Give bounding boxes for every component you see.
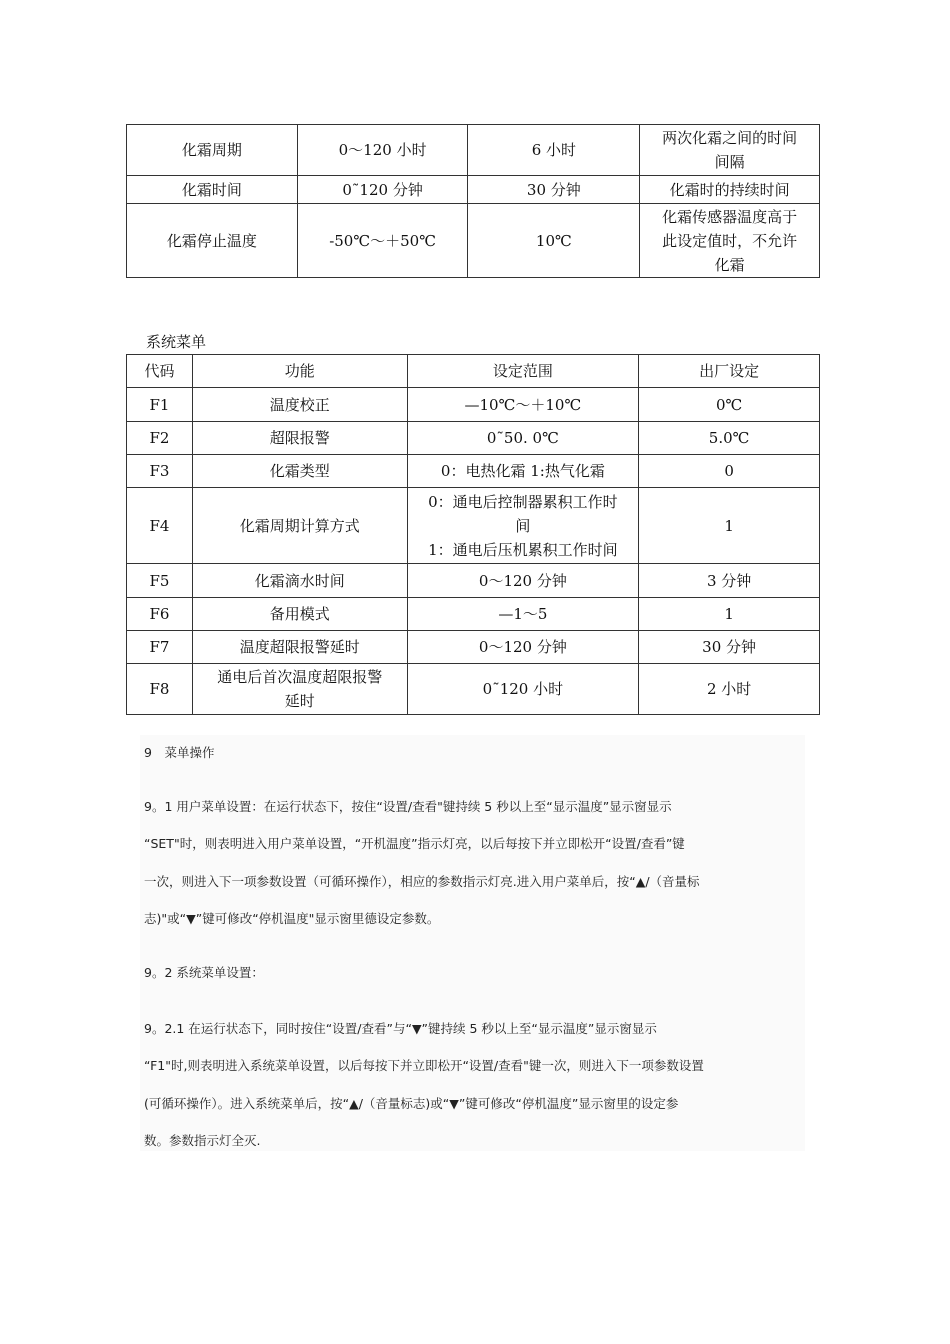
param-default: 10℃ — [468, 204, 640, 278]
system-menu-table — [126, 354, 820, 715]
menu-function-line: 延时 — [284, 692, 315, 710]
table-row — [127, 204, 820, 278]
param-name: 化霜周期 — [127, 125, 298, 176]
table-header-row — [127, 355, 820, 388]
paragraph-line: (可循环操作）。进入系统菜单后，按“▲/（音量标志)或“▼”键可修改“停机温度”显示窗里的设定参 — [144, 1096, 679, 1111]
paragraph-line: 志)"或“▼”键可修改“停机温度"显示窗里德设定参数。 — [144, 911, 440, 926]
menu-code: F8 — [127, 664, 193, 715]
menu-default: 0 — [639, 455, 820, 488]
menu-range-line: 0～120 分钟 — [478, 571, 567, 590]
system-menu-title: 系统菜单 — [146, 333, 207, 351]
menu-range-line: —10℃～＋10℃ — [464, 395, 582, 414]
menu-function-line: 化霜周期计算方式 — [239, 516, 360, 535]
param-name: 化霜停止温度 — [127, 204, 298, 278]
menu-range-line: 0：电热化霜 1:热气化霜 — [440, 462, 605, 480]
table-row — [127, 631, 820, 664]
menu-code: F4 — [127, 488, 193, 564]
menu-function — [192, 664, 407, 715]
table-row — [127, 664, 820, 715]
menu-range — [407, 664, 639, 715]
section-heading: 9 菜单操作 — [144, 745, 215, 760]
param-default: 30 分钟 — [468, 176, 640, 204]
menu-function — [192, 631, 407, 664]
menu-range — [407, 455, 639, 488]
defrost-table-body — [127, 125, 820, 278]
menu-function — [192, 455, 407, 488]
param-note-line: 两次化霜之间的时间 — [662, 129, 798, 147]
paragraph-line: 一次，则进入下一项参数设置（可循环操作），相应的参数指示灯亮.进入用户菜单后，按“▲/（音量标 — [144, 874, 700, 889]
menu-code: F5 — [127, 564, 193, 598]
header-default: 出厂设定 — [639, 355, 820, 388]
menu-function — [192, 388, 407, 422]
param-note-line: 化霜 — [714, 255, 745, 274]
menu-function-line: 化霜类型 — [269, 462, 330, 480]
param-note — [640, 125, 820, 176]
menu-default: 1 — [639, 598, 820, 631]
menu-range-line: 间 — [515, 516, 531, 535]
param-note-line: 化霜时的持续时间 — [669, 180, 790, 199]
system-table-body — [127, 355, 820, 715]
header-range: 设定范围 — [407, 355, 639, 388]
menu-default: 5.0℃ — [639, 422, 820, 455]
paragraph-line: 9。2.1 在运行状态下，同时按住“设置/查看”与“▼”键持续 5 秒以上至“显示温度”显示窗显示 — [144, 1021, 657, 1036]
menu-range — [407, 631, 639, 664]
menu-code: F1 — [127, 388, 193, 422]
param-name: 化霜时间 — [127, 176, 298, 204]
table-row — [127, 564, 820, 598]
param-note — [640, 176, 820, 204]
menu-function — [192, 488, 407, 564]
menu-range — [407, 422, 639, 455]
menu-default: 0℃ — [639, 388, 820, 422]
menu-range-line: —1～5 — [498, 605, 548, 623]
menu-code: F7 — [127, 631, 193, 664]
param-range: 0˜120 分钟 — [297, 176, 468, 204]
param-default: 6 小时 — [468, 125, 640, 176]
header-function: 功能 — [192, 355, 407, 388]
paragraph-line: 9。2 系统菜单设置： — [144, 965, 264, 980]
menu-function-line: 备用模式 — [269, 605, 330, 623]
menu-default: 1 — [639, 488, 820, 564]
menu-function-line: 温度校正 — [269, 395, 330, 414]
menu-operation-section — [140, 735, 805, 1151]
menu-range-line: 0：通电后控制器累积工作时 — [428, 492, 618, 511]
menu-range-line: 1：通电后压机累积工作时间 — [428, 540, 618, 559]
param-note-line: 此设定值时，不允许 — [662, 231, 798, 250]
table-row — [127, 388, 820, 422]
menu-function — [192, 598, 407, 631]
param-note-line: 间隔 — [714, 153, 745, 171]
menu-default: 30 分钟 — [639, 631, 820, 664]
defrost-parameters-table — [126, 124, 820, 278]
table-row — [127, 488, 820, 564]
menu-function-line: 通电后首次温度超限报警 — [217, 668, 383, 686]
table-row — [127, 125, 820, 176]
menu-default: 2 小时 — [639, 664, 820, 715]
paragraph-line: 9。1 用户菜单设置：在运行状态下，按住“设置/查看"键持续 5 秒以上至“显示温度”显示窗显示 — [144, 799, 672, 814]
menu-function — [192, 564, 407, 598]
menu-range — [407, 598, 639, 631]
menu-function-line: 温度超限报警延时 — [239, 638, 360, 656]
param-range: -50℃～＋50℃ — [297, 204, 468, 278]
paragraph-line: “SET"时，则表明进入用户菜单设置，“开机温度”指示灯亮，以后每按下并立即松开“设置/查看”键 — [144, 836, 685, 851]
table-row — [127, 422, 820, 455]
menu-code: F2 — [127, 422, 193, 455]
menu-range — [407, 564, 639, 598]
param-note-line: 化霜传感器温度高于 — [662, 207, 798, 226]
menu-range — [407, 388, 639, 422]
paragraph-line: “F1"时,则表明进入系统菜单设置，以后每按下并立即松开“设置/查看"键一次，则进入下一项参数设置 — [144, 1058, 704, 1073]
menu-range-line: 0˜120 小时 — [482, 680, 564, 698]
table-row — [127, 176, 820, 204]
menu-range-line: 0˜50. 0℃ — [486, 429, 559, 447]
header-code: 代码 — [127, 355, 193, 388]
menu-function — [192, 422, 407, 455]
param-note — [640, 204, 820, 278]
param-range: 0～120 小时 — [297, 125, 468, 176]
menu-default: 3 分钟 — [639, 564, 820, 598]
menu-function-line: 化霜滴水时间 — [254, 571, 345, 590]
menu-code: F3 — [127, 455, 193, 488]
menu-range — [407, 488, 639, 564]
menu-function-line: 超限报警 — [269, 429, 330, 447]
table-row — [127, 455, 820, 488]
menu-code: F6 — [127, 598, 193, 631]
paragraph-line: 数。参数指示灯全灭. — [144, 1133, 261, 1148]
menu-range-line: 0～120 分钟 — [478, 638, 567, 656]
table-row — [127, 598, 820, 631]
